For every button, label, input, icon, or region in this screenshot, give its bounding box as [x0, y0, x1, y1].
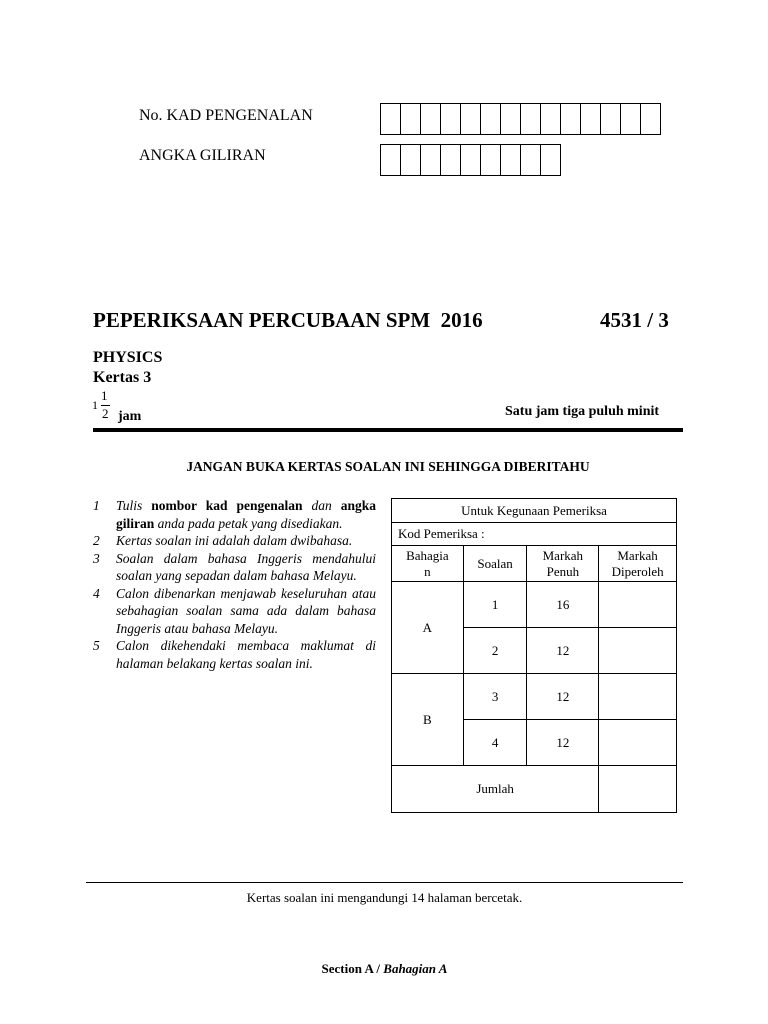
exam-title: PEPERIKSAAN PERCUBAAN SPM 2016	[93, 308, 483, 332]
instruction-item	[93, 637, 376, 672]
examiner-use-title: Untuk Kegunaan Pemeriksa	[392, 499, 677, 523]
index-number-boxes[interactable]	[380, 144, 561, 176]
section-heading: Section A / Bahagian A	[321, 961, 448, 976]
marks-obtained-cell[interactable]	[599, 674, 677, 720]
full-marks: 16	[527, 582, 599, 628]
column-header-marks-obtained: Markah Diperoleh	[599, 546, 677, 582]
column-header-question: Soalan	[463, 546, 527, 582]
section-label-b: B	[392, 674, 464, 766]
time-unit: jam	[118, 409, 142, 424]
duration-words: Satu jam tiga puluh minit	[505, 404, 660, 419]
paper-number: Kertas 3	[93, 369, 152, 386]
time-numerator: 1	[101, 388, 108, 403]
header-divider	[93, 428, 683, 432]
time-denominator: 2	[102, 406, 109, 421]
question-number: 2	[463, 628, 527, 674]
marks-obtained-cell[interactable]	[599, 720, 677, 766]
instruction-number: 4	[93, 585, 100, 601]
full-marks: 12	[527, 674, 599, 720]
instruction-text: Tulis nombor kad pengenalan dan angka giliran anda pada petak yang disediakan.	[116, 498, 376, 531]
do-not-open-warning: JANGAN BUKA KERTAS SOALAN INI SEHINGGA DIBERITAHU	[186, 459, 590, 474]
full-marks: 12	[527, 628, 599, 674]
paper-code: 4531 / 3	[600, 308, 669, 332]
id-number-label: No. KAD PENGENALAN	[139, 107, 313, 124]
page-count-note: Kertas soalan ini mengandungi 14 halaman bercetak.	[246, 890, 523, 905]
marks-obtained-cell[interactable]	[599, 582, 677, 628]
footer-divider	[86, 882, 683, 883]
instruction-item	[93, 532, 376, 550]
section-label-a: A	[392, 582, 464, 674]
instruction-text: Kertas soalan ini adalah dalam dwibahasa.	[116, 533, 353, 548]
time-whole: 1	[92, 398, 98, 412]
index-number-label: ANGKA GILIRAN	[139, 147, 266, 164]
examiner-code-field[interactable]: Kod Pemeriksa :	[392, 523, 677, 546]
instruction-text: Calon dibenarkan menjawab keseluruhan atau sebahagian soalan sama ada dalam bahasa Inggeris atau bahasa Melayu.	[116, 585, 376, 636]
marks-obtained-cell[interactable]	[599, 628, 677, 674]
instruction-number: 2	[93, 533, 100, 548]
id-number-boxes[interactable]	[380, 103, 661, 135]
question-number: 4	[463, 720, 527, 766]
instruction-item	[93, 497, 376, 532]
instruction-item	[93, 585, 376, 638]
instruction-number: 1	[93, 498, 100, 513]
instructions-list	[93, 497, 376, 672]
instruction-number: 5	[93, 638, 100, 653]
column-header-full-marks: Markah Penuh	[527, 546, 599, 582]
examiner-marks-table	[391, 498, 677, 813]
instruction-number: 3	[93, 550, 100, 566]
instruction-text: Soalan dalam bahasa Inggeris mendahului soalan yang sepadan dalam bahasa Melayu.	[116, 550, 376, 583]
question-number: 3	[463, 674, 527, 720]
column-header-section: Bahagia n	[392, 546, 464, 582]
instruction-text: Calon dikehendaki membaca maklumat di halaman belakang kertas soalan ini.	[116, 638, 376, 671]
full-marks: 12	[527, 720, 599, 766]
total-marks-cell[interactable]	[599, 766, 677, 813]
subject-name: PHYSICS	[93, 349, 163, 366]
question-number: 1	[463, 582, 527, 628]
total-label: Jumlah	[392, 766, 599, 813]
instruction-item	[93, 550, 376, 585]
